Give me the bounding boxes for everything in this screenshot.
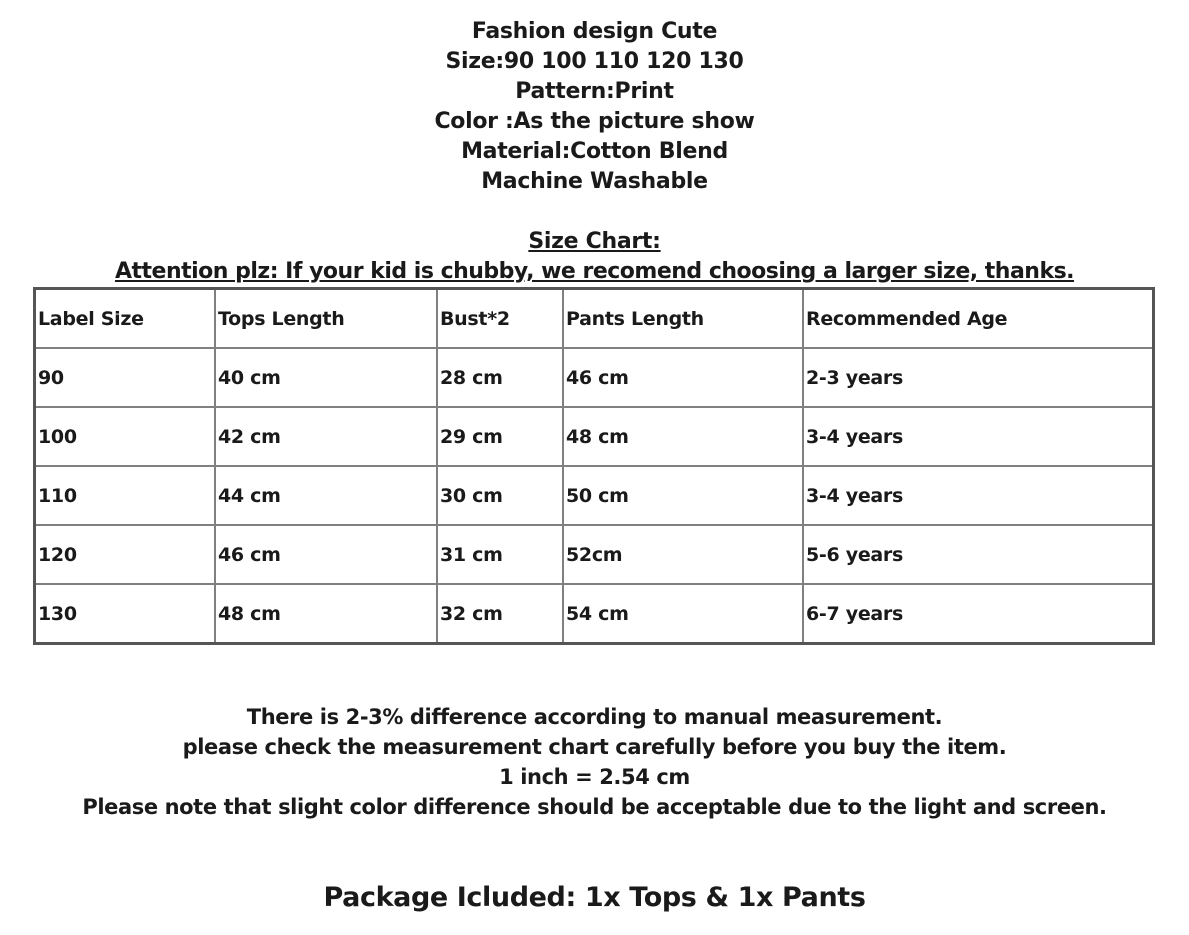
header-label-size: Label Size bbox=[36, 290, 216, 349]
measurement-notes bbox=[0, 702, 1189, 822]
cell-recommended-age: 3-4 years bbox=[804, 467, 1152, 526]
table-row bbox=[36, 526, 1152, 585]
spec-design: Fashion design Cute bbox=[471, 19, 718, 44]
cell-pants-length: 46 cm bbox=[564, 349, 804, 408]
header-bust: Bust*2 bbox=[438, 290, 564, 349]
note-check-chart: please check the measurement chart carefully before you buy the item. bbox=[182, 735, 1007, 759]
cell-tops-length: 44 cm bbox=[216, 467, 438, 526]
table-row bbox=[36, 467, 1152, 526]
cell-tops-length: 42 cm bbox=[216, 408, 438, 467]
package-included: Package Icluded: 1x Tops & 1x Pants bbox=[323, 882, 866, 913]
cell-tops-length: 46 cm bbox=[216, 526, 438, 585]
cell-recommended-age: 6-7 years bbox=[806, 602, 904, 625]
cell-bust: 30 cm bbox=[438, 467, 564, 526]
spec-material: Material:Cotton Blend bbox=[461, 139, 728, 164]
cell-tops-length: 48 cm bbox=[216, 585, 438, 642]
spec-size: Size:90 100 110 120 130 bbox=[445, 49, 744, 74]
cell-bust: 32 cm bbox=[438, 585, 564, 642]
attention-note: Attention plz: If your kid is chubby, we recomend choosing a larger size, thanks. bbox=[114, 259, 1075, 284]
cell-label-size: 90 bbox=[36, 349, 216, 408]
spec-pattern: Pattern:Print bbox=[515, 79, 674, 104]
cell-label-size: 100 bbox=[36, 408, 216, 467]
note-color-difference: Please note that slight color difference should be acceptable due to the light and screen. bbox=[82, 795, 1107, 819]
cell-pants-length: 50 cm bbox=[564, 467, 804, 526]
table-row bbox=[36, 349, 1152, 408]
cell-recommended-age: 2-3 years bbox=[804, 349, 1152, 408]
cell-bust: 28 cm bbox=[438, 349, 564, 408]
header-tops-length: Tops Length bbox=[216, 290, 438, 349]
cell-recommended-age: 3-4 years bbox=[804, 408, 1152, 467]
table-row bbox=[36, 408, 1152, 467]
cell-bust: 31 cm bbox=[438, 526, 564, 585]
table-row bbox=[36, 585, 1152, 642]
cell-label-size: 130 bbox=[36, 585, 216, 642]
cell-pants-length: 48 cm bbox=[564, 408, 804, 467]
header-recommended-age: Recommended Age bbox=[804, 290, 1152, 349]
spec-care: Machine Washable bbox=[481, 169, 708, 194]
note-difference: There is 2-3% difference according to manual measurement. bbox=[246, 705, 943, 729]
header-pants-length: Pants Length bbox=[564, 290, 804, 349]
spec-color: Color :As the picture show bbox=[434, 109, 755, 134]
cell-bust: 29 cm bbox=[438, 408, 564, 467]
cell-label-size: 110 bbox=[36, 467, 216, 526]
cell-recommended-age: 5-6 years bbox=[804, 526, 1152, 585]
cell-tops-length: 40 cm bbox=[216, 349, 438, 408]
cell-pants-length: 54 cm bbox=[564, 585, 804, 642]
size-table bbox=[33, 287, 1155, 645]
table-header-row bbox=[36, 290, 1152, 349]
product-specs bbox=[0, 17, 1189, 197]
cell-label-size: 120 bbox=[36, 526, 216, 585]
cell-pants-length: 52cm bbox=[564, 526, 804, 585]
note-inch-conversion: 1 inch = 2.54 cm bbox=[499, 765, 690, 789]
size-chart-title: Size Chart: bbox=[528, 229, 661, 254]
